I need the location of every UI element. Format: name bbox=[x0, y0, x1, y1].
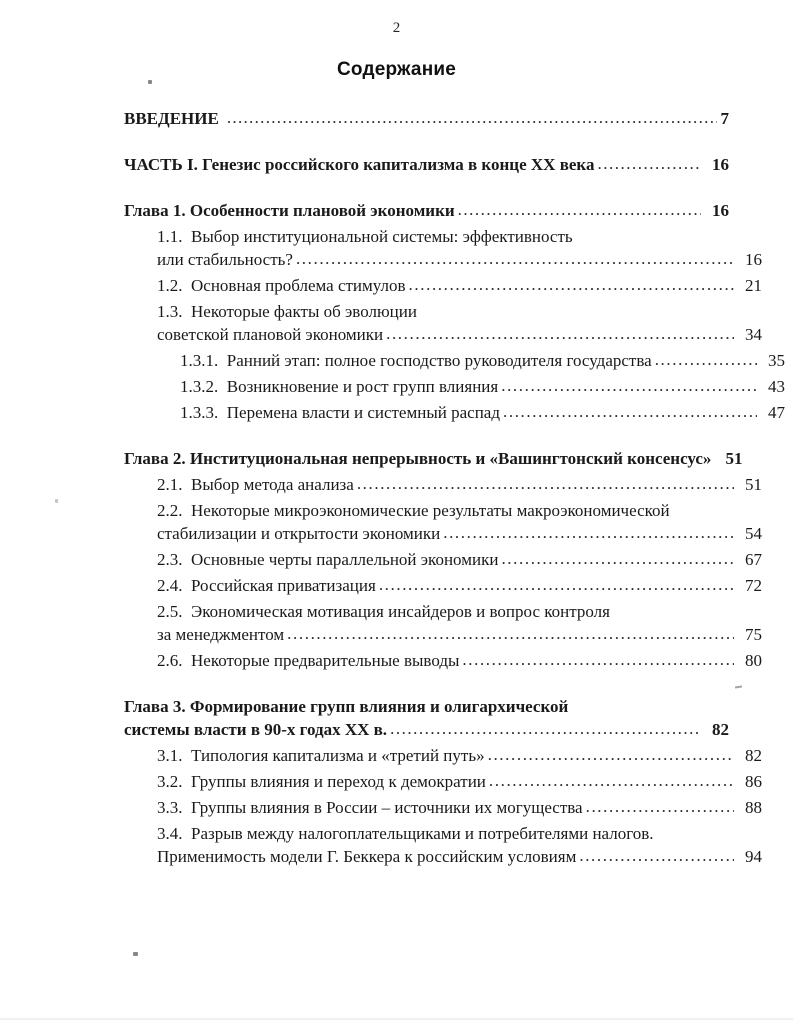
toc-leader-dots bbox=[462, 651, 734, 668]
toc-entry[interactable] bbox=[157, 303, 762, 320]
toc-entry-label: ЧАСТЬ I. Генезис российского капитализма в конце XX века bbox=[124, 155, 595, 174]
toc-leader-dots bbox=[501, 550, 734, 567]
toc-entry[interactable] bbox=[124, 156, 729, 173]
toc-entry-number: 1.3. bbox=[157, 302, 191, 321]
toc-entry-label: Глава 2. Институциональная непрерывность и «Вашингтонский консенсус» bbox=[124, 449, 712, 468]
toc-entry-label: Некоторые микроэкономические результаты макроэкономической bbox=[191, 501, 670, 520]
toc-entry[interactable] bbox=[180, 352, 785, 369]
toc-entry-label: советской плановой экономики bbox=[157, 325, 384, 344]
toc-entry-page-number: 51 bbox=[745, 475, 762, 494]
toc-entry-page-number: 16 bbox=[745, 250, 762, 269]
toc-entry[interactable] bbox=[157, 848, 762, 865]
toc-entry[interactable] bbox=[157, 551, 762, 568]
toc-entry[interactable] bbox=[157, 577, 762, 594]
toc-entry-page-number: 72 bbox=[745, 576, 762, 595]
toc-entry-number: 2.6. bbox=[157, 651, 191, 670]
toc-entry[interactable] bbox=[157, 476, 762, 493]
toc-leader-dots bbox=[586, 798, 734, 815]
toc-entry-page-number: 86 bbox=[745, 772, 762, 791]
toc-entry[interactable] bbox=[124, 202, 729, 219]
toc-entry-page-number: 82 bbox=[745, 746, 762, 765]
toc-leader-dots bbox=[443, 524, 734, 541]
toc-entry-number: 1.3.2. bbox=[180, 377, 227, 396]
toc-entry-number: 3.4. bbox=[157, 824, 191, 843]
toc-entry-label: Экономическая мотивация инсайдеров и вопрос контроля bbox=[191, 602, 610, 621]
toc-entry-number: 2.2. bbox=[157, 501, 191, 520]
toc-entry-label: Ранний этап: полное господство руководителя государства bbox=[226, 351, 652, 370]
scan-artifact-speck bbox=[133, 952, 138, 956]
toc-entry[interactable] bbox=[157, 502, 762, 519]
toc-entry[interactable] bbox=[157, 326, 762, 343]
toc-entry-page-number: 94 bbox=[745, 847, 762, 866]
toc-entry-label: Глава 3. Формирование групп влияния и олигархической bbox=[124, 697, 569, 716]
toc-entry-page-number: 16 bbox=[712, 155, 729, 174]
toc-entry-label: Выбор институциональной системы: эффективность bbox=[191, 227, 573, 246]
toc-entry[interactable] bbox=[124, 721, 729, 738]
toc-entry-label: Разрыв между налогоплательщиками и потребителями налогов. bbox=[191, 824, 654, 843]
toc-leader-dots bbox=[357, 475, 734, 492]
toc-entry-page-number: 75 bbox=[745, 625, 762, 644]
toc-entry-page-number: 21 bbox=[745, 276, 762, 295]
toc-entry-number: 3.1. bbox=[157, 746, 191, 765]
toc-entry[interactable] bbox=[157, 652, 762, 669]
toc-leader-dots bbox=[501, 377, 757, 394]
toc-entry-label: Некоторые предварительные выводы bbox=[191, 651, 460, 670]
toc-entry-number: 2.5. bbox=[157, 602, 191, 621]
toc-entry-page-number: 82 bbox=[712, 720, 729, 739]
toc-entry-label: Перемена власти и системный распад bbox=[226, 403, 500, 422]
toc-entry[interactable] bbox=[157, 251, 762, 268]
toc-entry[interactable] bbox=[157, 228, 762, 245]
toc-leader-dots bbox=[379, 576, 734, 593]
toc-leader-dots bbox=[655, 351, 757, 368]
toc-entry-label: Российская приватизация bbox=[191, 576, 376, 595]
toc-entry[interactable] bbox=[124, 449, 743, 468]
toc-entry-page-number: 67 bbox=[745, 550, 762, 569]
toc-entry-page-number: 80 bbox=[745, 651, 762, 670]
toc-entry-label: Основные черты параллельной экономики bbox=[191, 550, 499, 569]
toc-entry-label: Некоторые факты об эволюции bbox=[191, 302, 417, 321]
toc-entry-label: Выбор метода анализа bbox=[191, 475, 354, 494]
toc-entry-number: 1.1. bbox=[157, 227, 191, 246]
toc-entry-page-number: 7 bbox=[720, 109, 729, 128]
toc-entry-number: 3.2. bbox=[157, 772, 191, 791]
toc-entry-page-number: 88 bbox=[745, 798, 762, 817]
toc-entry-page-number: 16 bbox=[712, 201, 729, 220]
toc-entry[interactable] bbox=[157, 773, 762, 790]
toc-entry-label: или стабильность? bbox=[157, 250, 293, 269]
toc-leader-dots bbox=[227, 109, 717, 126]
toc-entry-label: Группы влияния в России – источники их могущества bbox=[191, 798, 583, 817]
toc-entry-number: 1.3.1. bbox=[180, 351, 227, 370]
toc-entry[interactable] bbox=[157, 799, 762, 816]
toc-entry-number: 1.2. bbox=[157, 276, 191, 295]
toc-entry-label: за менеджментом bbox=[157, 625, 285, 644]
toc-leader-dots bbox=[597, 155, 701, 172]
page-title: Содержание bbox=[336, 59, 457, 80]
page-folio-number: 2 bbox=[392, 20, 401, 36]
toc-entry-label: Группы влияния и переход к демократии bbox=[191, 772, 486, 791]
toc-entry[interactable] bbox=[157, 626, 762, 643]
toc-entry-label: Применимость модели Г. Беккера к российским условиям bbox=[157, 847, 577, 866]
toc-leader-dots bbox=[390, 720, 701, 737]
toc-entry[interactable] bbox=[157, 603, 762, 620]
toc-leader-dots bbox=[409, 276, 734, 293]
table-of-contents bbox=[124, 109, 785, 866]
toc-leader-dots bbox=[296, 250, 734, 267]
toc-entry-page-number: 43 bbox=[768, 377, 785, 396]
toc-entry[interactable] bbox=[180, 378, 785, 395]
toc-leader-dots bbox=[579, 847, 734, 864]
toc-entry-page-number: 47 bbox=[768, 403, 785, 422]
toc-leader-dots bbox=[287, 625, 734, 642]
scan-artifact-speck bbox=[55, 499, 58, 503]
toc-entry[interactable] bbox=[124, 110, 729, 127]
toc-entry[interactable] bbox=[157, 525, 762, 542]
toc-leader-dots bbox=[503, 403, 757, 420]
toc-entry-page-number: 54 bbox=[745, 524, 762, 543]
toc-entry[interactable] bbox=[157, 825, 762, 842]
toc-entry-page-number: 34 bbox=[745, 325, 762, 344]
toc-entry-label: системы власти в 90-х годах XX в. bbox=[124, 720, 388, 739]
toc-entry-number: 1.3.3. bbox=[180, 403, 227, 422]
toc-leader-dots bbox=[386, 325, 734, 342]
toc-entry-label: стабилизации и открытости экономики bbox=[157, 524, 441, 543]
toc-entry-number: 2.3. bbox=[157, 550, 191, 569]
toc-leader-dots bbox=[458, 201, 701, 218]
toc-entry-label: Возникновение и рост групп влияния bbox=[226, 377, 499, 396]
toc-entry[interactable] bbox=[180, 404, 785, 421]
toc-leader-dots bbox=[489, 772, 734, 789]
toc-entry[interactable] bbox=[157, 747, 762, 764]
toc-entry-label: Типология капитализма и «третий путь» bbox=[191, 746, 485, 765]
toc-entry-number: 2.4. bbox=[157, 576, 191, 595]
toc-entry-label: Основная проблема стимулов bbox=[191, 276, 406, 295]
toc-entry-number: 2.1. bbox=[157, 475, 191, 494]
toc-entry[interactable] bbox=[124, 698, 729, 715]
toc-entry-label: Глава 1. Особенности плановой экономики bbox=[124, 201, 455, 220]
toc-entry-page-number: 51 bbox=[725, 449, 743, 468]
toc-entry-page-number: 35 bbox=[768, 351, 785, 370]
scan-artifact-speck bbox=[148, 80, 152, 84]
toc-entry-label: ВВЕДЕНИЕ bbox=[124, 109, 219, 128]
toc-leader-dots bbox=[488, 746, 734, 763]
toc-entry-number: 3.3. bbox=[157, 798, 191, 817]
toc-entry[interactable] bbox=[157, 277, 762, 294]
scan-artifact-mark bbox=[735, 686, 742, 689]
